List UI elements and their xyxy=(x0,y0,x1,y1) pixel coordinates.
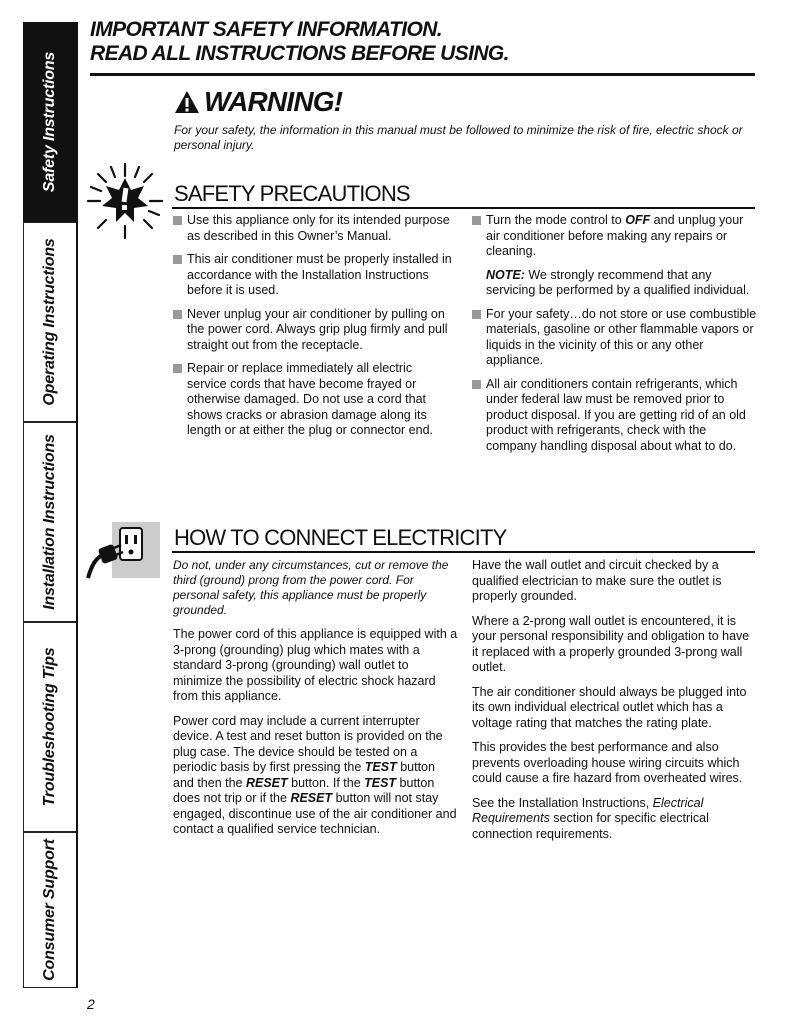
list-item-text xyxy=(486,213,757,260)
list-item xyxy=(173,213,453,244)
paragraph: Where a 2-prong wall outlet is encountered, it is your personal responsibility and obligation to have it replaced with a properly grounded 3-prong wall outlet. xyxy=(472,613,750,674)
tab-installation-instructions[interactable] xyxy=(23,422,76,622)
text-span: We strongly recommend that any servicing be performed by a qualified individual. xyxy=(486,267,750,297)
section-divider xyxy=(172,207,755,209)
list-item xyxy=(173,252,453,299)
header-line-2: READ ALL INSTRUCTIONS BEFORE USING. xyxy=(90,42,509,65)
paragraph: This provides the best performance and also prevents overloading house wiring circuits which could cause a fire hazard from overheated wires. xyxy=(472,740,743,785)
list-item-text: All air conditioners contain refrigerants, which under federal law must be removed prior to product disposal. If you are getting rid of an old product with refrigerants, check with the company handling disposal about what to do. xyxy=(486,376,746,453)
bullet-square-icon xyxy=(472,216,481,225)
text-span: See the Installation Instructions, xyxy=(472,795,653,810)
electricity-left-column xyxy=(173,558,458,847)
safety-right-column xyxy=(472,213,757,462)
paragraph xyxy=(472,796,757,843)
tab-safety-instructions[interactable] xyxy=(23,22,76,222)
note-text xyxy=(472,268,757,299)
exclamation-burst-icon xyxy=(84,160,166,242)
text-span: button. If the xyxy=(287,775,365,790)
text-span: Turn the mode control to xyxy=(486,213,626,227)
reset-keyword: RESET xyxy=(290,791,333,805)
list-item xyxy=(173,361,453,439)
bullet-square-icon xyxy=(472,310,481,319)
header-line-1: IMPORTANT SAFETY INFORMATION. xyxy=(90,18,443,41)
test-keyword: TEST xyxy=(364,775,397,790)
sidebar-divider xyxy=(76,22,78,988)
sidebar-tabs xyxy=(23,22,76,988)
list-item-text: Never unplug your air conditioner by pulling on the power cord. Always grip plug firmly and pull straight out from the receptacle. xyxy=(187,306,448,352)
list-item-text: This air conditioner must be properly installed in accordance with the Installation Instructions before it is used. xyxy=(187,252,452,297)
safety-left-column xyxy=(173,213,453,447)
grounding-warning-text: Do not, under any circumstances, cut or remove the third (ground) prong from the power cord. For personal safety, this appliance must be properly grounded. xyxy=(173,558,449,617)
section-heading-electricity: HOW TO CONNECT ELECTRICITY xyxy=(174,525,507,550)
note-label: NOTE: xyxy=(486,267,525,282)
electrical-requirements-reference: Electrical Requirements xyxy=(472,795,704,825)
bullet-square-icon xyxy=(173,310,182,319)
tab-troubleshooting-tips[interactable] xyxy=(23,622,76,832)
header-divider xyxy=(90,73,755,76)
tab-label: Consumer Support xyxy=(41,839,58,981)
page-number: 2 xyxy=(87,996,95,1012)
bullet-square-icon xyxy=(472,380,481,389)
tab-label: Installation Instructions xyxy=(41,434,58,610)
text-span: button does not trip or if the xyxy=(173,775,435,805)
warning-text: For your safety, the information in this manual must be followed to minimize the risk of fire, electric shock or personal injury. xyxy=(174,123,743,152)
list-item xyxy=(173,307,453,354)
text-span: Power cord may include a current interrupter device. A test and reset button is provided on the plug case. The device should be tested on a periodic basis by first pressing the xyxy=(173,713,443,774)
text-span: and unplug your air conditioner before making any repairs or cleaning. xyxy=(486,213,744,258)
paragraph: The power cord of this appliance is equipped with a 3-prong (grounding) plug which mates with a standard 3-prong (grounding) wall outlet to minimize the possibility of electric shock hazard from this appliance. xyxy=(173,627,458,703)
tab-label: Operating Instructions xyxy=(41,238,58,406)
list-item-text: For your safety…do not store or use combustible materials, gasoline or other flammable vapors or liquids in the vicinity of this or any other appliance. xyxy=(486,306,757,367)
test-keyword: TEST xyxy=(364,760,397,774)
list-item xyxy=(472,377,757,455)
bullet-square-icon xyxy=(173,216,182,225)
tab-label: Troubleshooting Tips xyxy=(41,647,58,807)
paragraph: Have the wall outlet and circuit checked by a qualified electrician to make sure the outlet is properly grounded. xyxy=(472,558,722,603)
list-item-text: Use this appliance only for its intended purpose as described in this Owner’s Manual. xyxy=(187,213,450,243)
electricity-right-column xyxy=(472,558,757,851)
list-item xyxy=(472,213,757,260)
tab-consumer-support[interactable] xyxy=(23,832,76,988)
off-keyword: OFF xyxy=(625,213,651,227)
bullet-square-icon xyxy=(173,364,182,373)
warning-title-text: WARNING! xyxy=(204,86,343,117)
warning-title xyxy=(174,86,342,118)
list-item xyxy=(472,307,757,369)
bullet-square-icon xyxy=(173,255,182,264)
page-header xyxy=(90,18,755,66)
section-divider xyxy=(172,551,755,553)
paragraph: The air conditioner should always be plugged into its own individual electrical outlet which has a voltage rating that matches the rating plate. xyxy=(472,684,747,730)
tab-operating-instructions[interactable] xyxy=(23,222,76,422)
tab-label: Safety Instructions xyxy=(41,51,58,193)
section-heading-safety: SAFETY PRECAUTIONS xyxy=(174,181,410,206)
text-span: button will not stay engaged, discontinue use of the air conditioner and contact a qualified service technician. xyxy=(173,791,457,836)
reset-keyword: RESET xyxy=(245,775,288,790)
paragraph xyxy=(173,714,458,838)
text-span: section for specific electrical connection requirements. xyxy=(472,811,709,841)
plug-outlet-icon xyxy=(84,520,164,582)
text-span: button and then the xyxy=(173,760,435,790)
list-item-text: Repair or replace immediately all electric service cords that have become frayed or otherwise damaged. Do not use a cord that shows cracks or abrasion damage along its length or at either the plug or connector end. xyxy=(187,361,433,437)
warning-triangle-icon xyxy=(174,90,200,114)
